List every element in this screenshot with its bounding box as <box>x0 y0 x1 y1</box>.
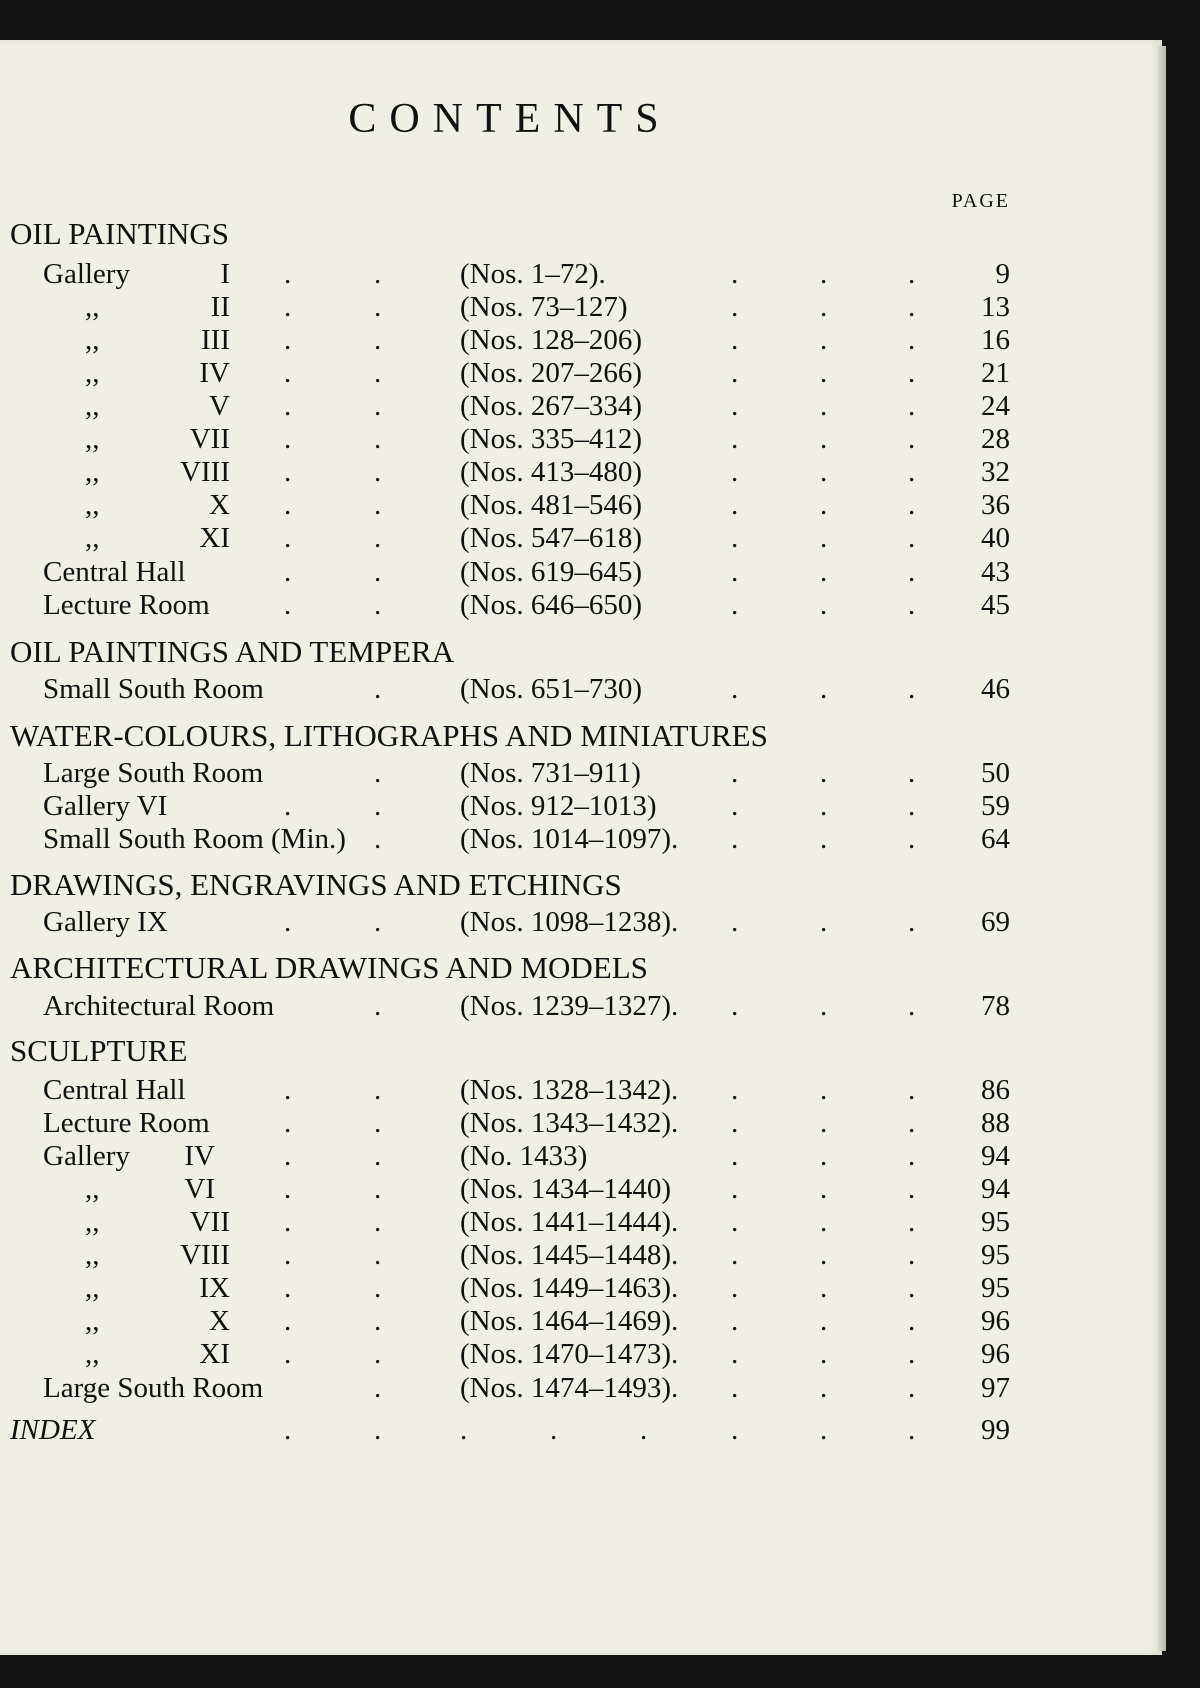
leader-dot: . <box>731 390 739 422</box>
leader-dot: . <box>284 390 292 422</box>
leader-dot: . <box>284 1338 292 1370</box>
leader-dot: . <box>374 1239 382 1271</box>
leader-dot: . <box>374 357 382 389</box>
catalogue-numbers: (Nos. 1464–1469). <box>460 1305 679 1337</box>
leader-dot: . <box>284 1239 292 1271</box>
gallery-number: VII <box>189 423 230 455</box>
leader-dot: . <box>820 1074 828 1106</box>
leader-dot: . <box>731 522 739 554</box>
leader-dot: . <box>820 1414 828 1446</box>
page-number: 43 <box>981 556 1010 588</box>
page-number: 95 <box>981 1272 1010 1304</box>
page-number: 28 <box>981 423 1010 455</box>
gallery-number: VI <box>184 1173 215 1205</box>
room-name: Small South Room <box>43 673 264 705</box>
catalogue-numbers: (Nos. 73–127) <box>460 291 628 323</box>
leader-dot: . <box>460 1414 468 1446</box>
leader-dot: . <box>284 1074 292 1106</box>
leader-dot: . <box>731 1173 739 1205</box>
ditto-mark: ,, <box>85 1338 100 1370</box>
leader-dot: . <box>908 673 916 705</box>
catalogue-numbers: (Nos. 267–334) <box>460 390 643 422</box>
leader-dot: . <box>908 423 916 455</box>
table-row <box>0 906 1162 940</box>
leader-dot: . <box>374 589 382 621</box>
leader-dot: . <box>731 258 739 290</box>
leader-dot: . <box>284 423 292 455</box>
leader-dot: . <box>820 1272 828 1304</box>
leader-dot: . <box>820 390 828 422</box>
catalogue-numbers: (Nos. 207–266) <box>460 357 643 389</box>
ditto-mark: ,, <box>85 456 100 488</box>
gallery-number: XI <box>199 522 230 554</box>
leader-dot: . <box>908 823 916 855</box>
room-name: Gallery <box>43 258 130 290</box>
room-name: Gallery VI <box>43 790 168 822</box>
leader-dot: . <box>374 489 382 521</box>
section-heading: OIL PAINTINGS AND TEMPERA <box>10 634 455 669</box>
leader-dot: . <box>908 1338 916 1370</box>
leader-dot: . <box>908 522 916 554</box>
ditto-mark: ,, <box>85 522 100 554</box>
ditto-mark: ,, <box>85 489 100 521</box>
ditto-mark: ,, <box>85 1173 100 1205</box>
catalogue-numbers: (No. 1433) <box>460 1140 588 1172</box>
leader-dot: . <box>374 757 382 789</box>
ditto-mark: ,, <box>85 1272 100 1304</box>
leader-dot: . <box>284 1107 292 1139</box>
table-row <box>0 324 1162 358</box>
page-number: 36 <box>981 489 1010 521</box>
leader-dot: . <box>374 990 382 1022</box>
gallery-number: X <box>209 489 230 521</box>
leader-dot: . <box>908 990 916 1022</box>
leader-dot: . <box>374 522 382 554</box>
page-number: 32 <box>981 456 1010 488</box>
section-heading: OIL PAINTINGS <box>10 216 230 251</box>
table-row <box>0 1107 1162 1141</box>
gallery-number: VII <box>189 1206 230 1238</box>
table-row <box>0 1074 1162 1108</box>
ditto-mark: ,, <box>85 357 100 389</box>
leader-dot: . <box>731 1107 739 1139</box>
leader-dot: . <box>908 1140 916 1172</box>
leader-dot: . <box>908 1239 916 1271</box>
leader-dot: . <box>284 906 292 938</box>
leader-dot: . <box>284 556 292 588</box>
leader-dot: . <box>374 1107 382 1139</box>
ditto-mark: ,, <box>85 1305 100 1337</box>
leader-dot: . <box>731 757 739 789</box>
catalogue-numbers: (Nos. 1328–1342). <box>460 1074 679 1106</box>
section-heading: SCULPTURE <box>10 1033 188 1068</box>
leader-dot: . <box>284 324 292 356</box>
leader-dot: . <box>284 357 292 389</box>
leader-dot: . <box>908 291 916 323</box>
table-row <box>0 1338 1162 1372</box>
leader-dot: . <box>374 1173 382 1205</box>
leader-dot: . <box>731 1414 739 1446</box>
leader-dot: . <box>820 456 828 488</box>
leader-dot: . <box>731 673 739 705</box>
leader-dot: . <box>550 1414 558 1446</box>
page-number: 95 <box>981 1239 1010 1271</box>
leader-dot: . <box>908 1107 916 1139</box>
leader-dot: . <box>908 456 916 488</box>
leader-dot: . <box>908 1414 916 1446</box>
leader-dot: . <box>374 1305 382 1337</box>
catalogue-numbers: (Nos. 731–911) <box>460 757 641 789</box>
table-row <box>0 1239 1162 1273</box>
leader-dot: . <box>908 390 916 422</box>
gallery-number: XI <box>199 1338 230 1370</box>
page-number: 94 <box>981 1173 1010 1205</box>
page-number: 13 <box>981 291 1010 323</box>
leader-dot: . <box>820 1206 828 1238</box>
leader-dot: . <box>731 423 739 455</box>
catalogue-numbers: (Nos. 1239–1327). <box>460 990 679 1022</box>
leader-dot: . <box>374 258 382 290</box>
leader-dot: . <box>731 357 739 389</box>
catalogue-numbers: (Nos. 481–546) <box>460 489 643 521</box>
room-name: Gallery IX <box>43 906 168 938</box>
leader-dot: . <box>908 258 916 290</box>
section-heading: DRAWINGS, ENGRAVINGS AND ETCHINGS <box>10 867 622 902</box>
table-row <box>0 423 1162 457</box>
page-number: 21 <box>981 357 1010 389</box>
page-number: 99 <box>981 1414 1010 1446</box>
table-row <box>0 522 1162 556</box>
room-name: Gallery <box>43 1140 130 1172</box>
leader-dot: . <box>820 291 828 323</box>
leader-dot: . <box>908 906 916 938</box>
leader-dot: . <box>820 556 828 588</box>
page-number: 88 <box>981 1107 1010 1139</box>
room-name: Lecture Room <box>43 589 210 621</box>
leader-dot: . <box>731 1074 739 1106</box>
leader-dot: . <box>731 1206 739 1238</box>
room-name: Small South Room (Min.) <box>43 823 346 855</box>
page-number: 86 <box>981 1074 1010 1106</box>
leader-dot: . <box>820 757 828 789</box>
page-number: 64 <box>981 823 1010 855</box>
table-row <box>0 1305 1162 1339</box>
table-row <box>0 1206 1162 1240</box>
leader-dot: . <box>908 790 916 822</box>
ditto-mark: ,, <box>85 423 100 455</box>
table-row <box>0 673 1162 707</box>
gallery-number: III <box>201 324 230 356</box>
gallery-number: I <box>220 258 230 290</box>
room-name: Central Hall <box>43 1074 186 1106</box>
leader-dot: . <box>374 390 382 422</box>
leader-dot: . <box>284 1414 292 1446</box>
section-heading: ARCHITECTURAL DRAWINGS AND MODELS <box>10 950 648 985</box>
table-row <box>0 1372 1162 1406</box>
gallery-number: II <box>210 291 230 323</box>
table-row <box>0 556 1162 590</box>
catalogue-numbers: (Nos. 547–618) <box>460 522 643 554</box>
leader-dot: . <box>374 291 382 323</box>
leader-dot: . <box>731 906 739 938</box>
leader-dot: . <box>908 589 916 621</box>
leader-dot: . <box>820 258 828 290</box>
leader-dot: . <box>731 990 739 1022</box>
leader-dot: . <box>374 823 382 855</box>
page-number: 59 <box>981 790 1010 822</box>
leader-dot: . <box>908 556 916 588</box>
catalogue-numbers: (Nos. 912–1013) <box>460 790 657 822</box>
leader-dot: . <box>731 1140 739 1172</box>
page-number: 40 <box>981 522 1010 554</box>
leader-dot: . <box>908 489 916 521</box>
leader-dot: . <box>908 357 916 389</box>
catalogue-numbers: (Nos. 651–730) <box>460 673 643 705</box>
gallery-number: VIII <box>180 1239 230 1271</box>
leader-dot: . <box>731 1372 739 1404</box>
leader-dot: . <box>284 1140 292 1172</box>
leader-dot: . <box>284 1206 292 1238</box>
page-number: 94 <box>981 1140 1010 1172</box>
page-title: CONTENTS <box>348 96 672 142</box>
table-row <box>0 790 1162 824</box>
leader-dot: . <box>820 423 828 455</box>
leader-dot: . <box>374 1272 382 1304</box>
table-row <box>0 258 1162 292</box>
leader-dot: . <box>731 1239 739 1271</box>
page-number: 69 <box>981 906 1010 938</box>
room-name: Large South Room <box>43 757 264 789</box>
leader-dot: . <box>908 324 916 356</box>
catalogue-numbers: (Nos. 1445–1448). <box>460 1239 679 1271</box>
leader-dot: . <box>820 1173 828 1205</box>
leader-dot: . <box>731 556 739 588</box>
leader-dot: . <box>284 790 292 822</box>
table-row <box>0 990 1162 1024</box>
gallery-number: X <box>209 1305 230 1337</box>
ditto-mark: ,, <box>85 324 100 356</box>
leader-dot: . <box>374 1074 382 1106</box>
catalogue-numbers: (Nos. 1441–1444). <box>460 1206 679 1238</box>
table-row <box>0 1272 1162 1306</box>
page-number: 78 <box>981 990 1010 1022</box>
leader-dot: . <box>284 258 292 290</box>
leader-dot: . <box>284 522 292 554</box>
table-row <box>0 357 1162 391</box>
gallery-number: V <box>209 390 230 422</box>
leader-dot: . <box>284 1272 292 1304</box>
room-name: Lecture Room <box>43 1107 210 1139</box>
gallery-number: IV <box>199 357 230 389</box>
page-number: 50 <box>981 757 1010 789</box>
table-row <box>0 390 1162 424</box>
leader-dot: . <box>731 489 739 521</box>
leader-dot: . <box>374 324 382 356</box>
leader-dot: . <box>374 906 382 938</box>
leader-dot: . <box>284 489 292 521</box>
page-number: 24 <box>981 390 1010 422</box>
leader-dot: . <box>820 823 828 855</box>
leader-dot: . <box>284 1305 292 1337</box>
leader-dot: . <box>820 1239 828 1271</box>
leader-dot: . <box>820 1107 828 1139</box>
catalogue-numbers: (Nos. 1343–1432). <box>460 1107 679 1139</box>
catalogue-numbers: (Nos. 1098–1238). <box>460 906 679 938</box>
leader-dot: . <box>374 1338 382 1370</box>
ditto-mark: ,, <box>85 1206 100 1238</box>
leader-dot: . <box>731 1272 739 1304</box>
table-row <box>0 757 1162 791</box>
catalogue-numbers: (Nos. 619–645) <box>460 556 643 588</box>
leader-dot: . <box>374 1140 382 1172</box>
leader-dot: . <box>374 1414 382 1446</box>
index-label: INDEX <box>10 1414 96 1446</box>
leader-dot: . <box>820 790 828 822</box>
leader-dot: . <box>820 1140 828 1172</box>
page-number: 97 <box>981 1372 1010 1404</box>
leader-dot: . <box>820 522 828 554</box>
leader-dot: . <box>820 990 828 1022</box>
leader-dot: . <box>820 906 828 938</box>
ditto-mark: ,, <box>85 390 100 422</box>
leader-dot: . <box>908 1206 916 1238</box>
room-name: Architectural Room <box>43 990 275 1022</box>
leader-dot: . <box>731 1338 739 1370</box>
page-column-label: PAGE <box>951 190 1010 212</box>
table-row <box>0 456 1162 490</box>
leader-dot: . <box>374 423 382 455</box>
catalogue-numbers: (Nos. 413–480) <box>460 456 643 488</box>
catalogue-numbers: (Nos. 1474–1493). <box>460 1372 679 1404</box>
ditto-mark: ,, <box>85 291 100 323</box>
leader-dot: . <box>908 1305 916 1337</box>
page-number: 9 <box>995 258 1010 290</box>
gallery-number: IV <box>184 1140 215 1172</box>
leader-dot: . <box>284 589 292 621</box>
page-number: 16 <box>981 324 1010 356</box>
leader-dot: . <box>820 357 828 389</box>
gallery-number: IX <box>199 1272 230 1304</box>
leader-dot: . <box>640 1414 648 1446</box>
page-number: 96 <box>981 1338 1010 1370</box>
leader-dot: . <box>820 1372 828 1404</box>
leader-dot: . <box>908 1173 916 1205</box>
ditto-mark: ,, <box>85 1239 100 1271</box>
catalogue-numbers: (Nos. 335–412) <box>460 423 643 455</box>
leader-dot: . <box>820 673 828 705</box>
leader-dot: . <box>820 1338 828 1370</box>
leader-dot: . <box>284 291 292 323</box>
catalogue-numbers: (Nos. 1014–1097). <box>460 823 679 855</box>
index-entry <box>0 1414 1162 1448</box>
leader-dot: . <box>374 1372 382 1404</box>
catalogue-numbers: (Nos. 1434–1440) <box>460 1173 672 1205</box>
leader-dot: . <box>820 489 828 521</box>
page-number: 45 <box>981 589 1010 621</box>
room-name: Central Hall <box>43 556 186 588</box>
leader-dot: . <box>731 324 739 356</box>
table-row <box>0 291 1162 325</box>
page-number: 46 <box>981 673 1010 705</box>
leader-dot: . <box>374 556 382 588</box>
catalogue-numbers: (Nos. 1449–1463). <box>460 1272 679 1304</box>
leader-dot: . <box>284 456 292 488</box>
table-row <box>0 589 1162 623</box>
page-number: 95 <box>981 1206 1010 1238</box>
leader-dot: . <box>731 823 739 855</box>
catalogue-numbers: (Nos. 646–650) <box>460 589 643 621</box>
leader-dot: . <box>374 673 382 705</box>
leader-dot: . <box>731 589 739 621</box>
gallery-number: VIII <box>180 456 230 488</box>
table-row <box>0 1140 1162 1174</box>
table-row <box>0 489 1162 523</box>
table-row <box>0 823 1162 857</box>
table-row <box>0 1173 1162 1207</box>
room-name: Large South Room <box>43 1372 264 1404</box>
leader-dot: . <box>374 1206 382 1238</box>
section-heading: WATER-COLOURS, LITHOGRAPHS AND MINIATURES <box>10 718 768 753</box>
leader-dot: . <box>374 790 382 822</box>
page-number: 96 <box>981 1305 1010 1337</box>
leader-dot: . <box>731 456 739 488</box>
leader-dot: . <box>731 291 739 323</box>
leader-dot: . <box>908 1272 916 1304</box>
catalogue-numbers: (Nos. 128–206) <box>460 324 643 356</box>
leader-dot: . <box>731 1305 739 1337</box>
leader-dot: . <box>908 757 916 789</box>
catalogue-numbers: (Nos. 1–72). <box>460 258 606 290</box>
catalogue-numbers: (Nos. 1470–1473). <box>460 1338 679 1370</box>
leader-dot: . <box>908 1372 916 1404</box>
leader-dot: . <box>908 1074 916 1106</box>
leader-dot: . <box>820 324 828 356</box>
leader-dot: . <box>284 1173 292 1205</box>
leader-dot: . <box>820 1305 828 1337</box>
leader-dot: . <box>374 456 382 488</box>
leader-dot: . <box>731 790 739 822</box>
leader-dot: . <box>820 589 828 621</box>
